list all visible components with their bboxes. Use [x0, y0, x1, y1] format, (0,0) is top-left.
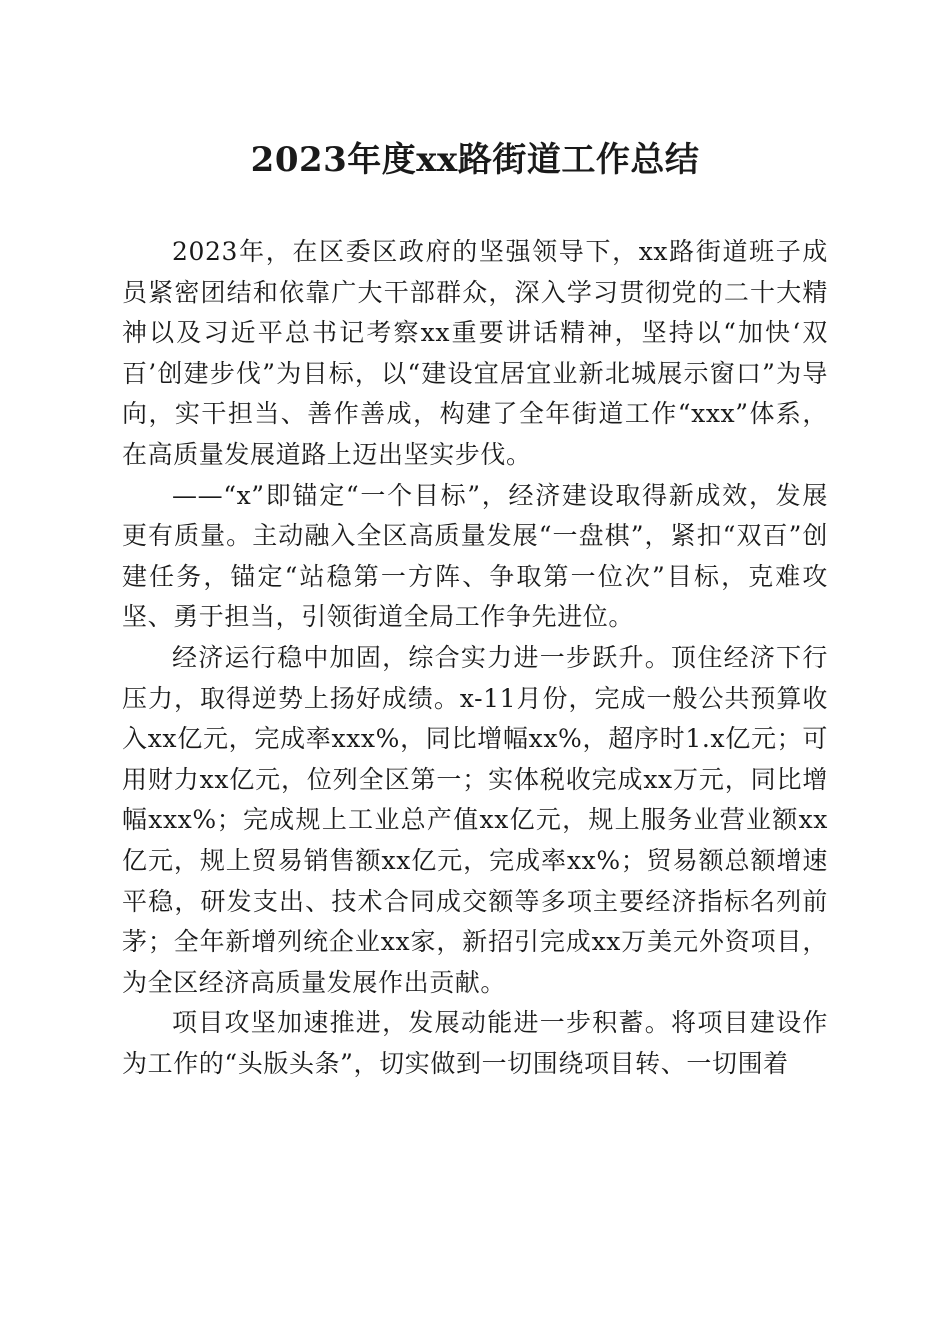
- document-title: 2023年度xx路街道工作总结: [250, 140, 700, 180]
- paragraph-goal: ——“x”即锚定“一个目标”，经济建设取得新成效，发展更有质量。主动融入全区高质量发展“一盘棋”，紧扣“双百”创建任务，锚定“站稳第一方阵、争取第一位次”目标，克难攻坚、勇于担当，引领街道全局工作争先进位。: [122, 480, 828, 632]
- document-body: [122, 232, 828, 1084]
- paragraph-intro: 2023年，在区委区政府的坚强领导下，xx路街道班子成员紧密团结和依靠广大干部群众，深入学习贯彻党的二十大精神以及习近平总书记考察xx重要讲话精神，坚持以“加快‘双百’创建步伐”为目标，以“建设宜居宜业新北城展示窗口”为导向，实干担当、善作善成，构建了全年街道工作“xxx”体系，在高质量发展道路上迈出坚实步伐。: [122, 237, 828, 469]
- paragraph-projects: 项目攻坚加速推进，发展动能进一步积蓄。将项目建设作为工作的“头版头条”，切实做到一切围绕项目转、一切围着: [122, 1008, 828, 1078]
- paragraph-economy: 经济运行稳中加固，综合实力进一步跃升。顶住经济下行压力，取得逆势上扬好成绩。x-11月份，完成一般公共预算收入xx亿元，完成率xxx%，同比增幅xx%，超序时1.x亿元；可用财力xx亿元，位列全区第一；实体税收完成xx万元，同比增幅xxx%；完成规上工业总产值xx亿元，规上服务业营业额xx亿元，规上贸易销售额xx亿元，完成率xx%；贸易额总额增速平稳，研发支出、技术合同成交额等多项主要经济指标名列前茅；全年新增列统企业xx家，新招引完成xx万美元外资项目，为全区经济高质量发展作出贡献。: [122, 642, 828, 997]
